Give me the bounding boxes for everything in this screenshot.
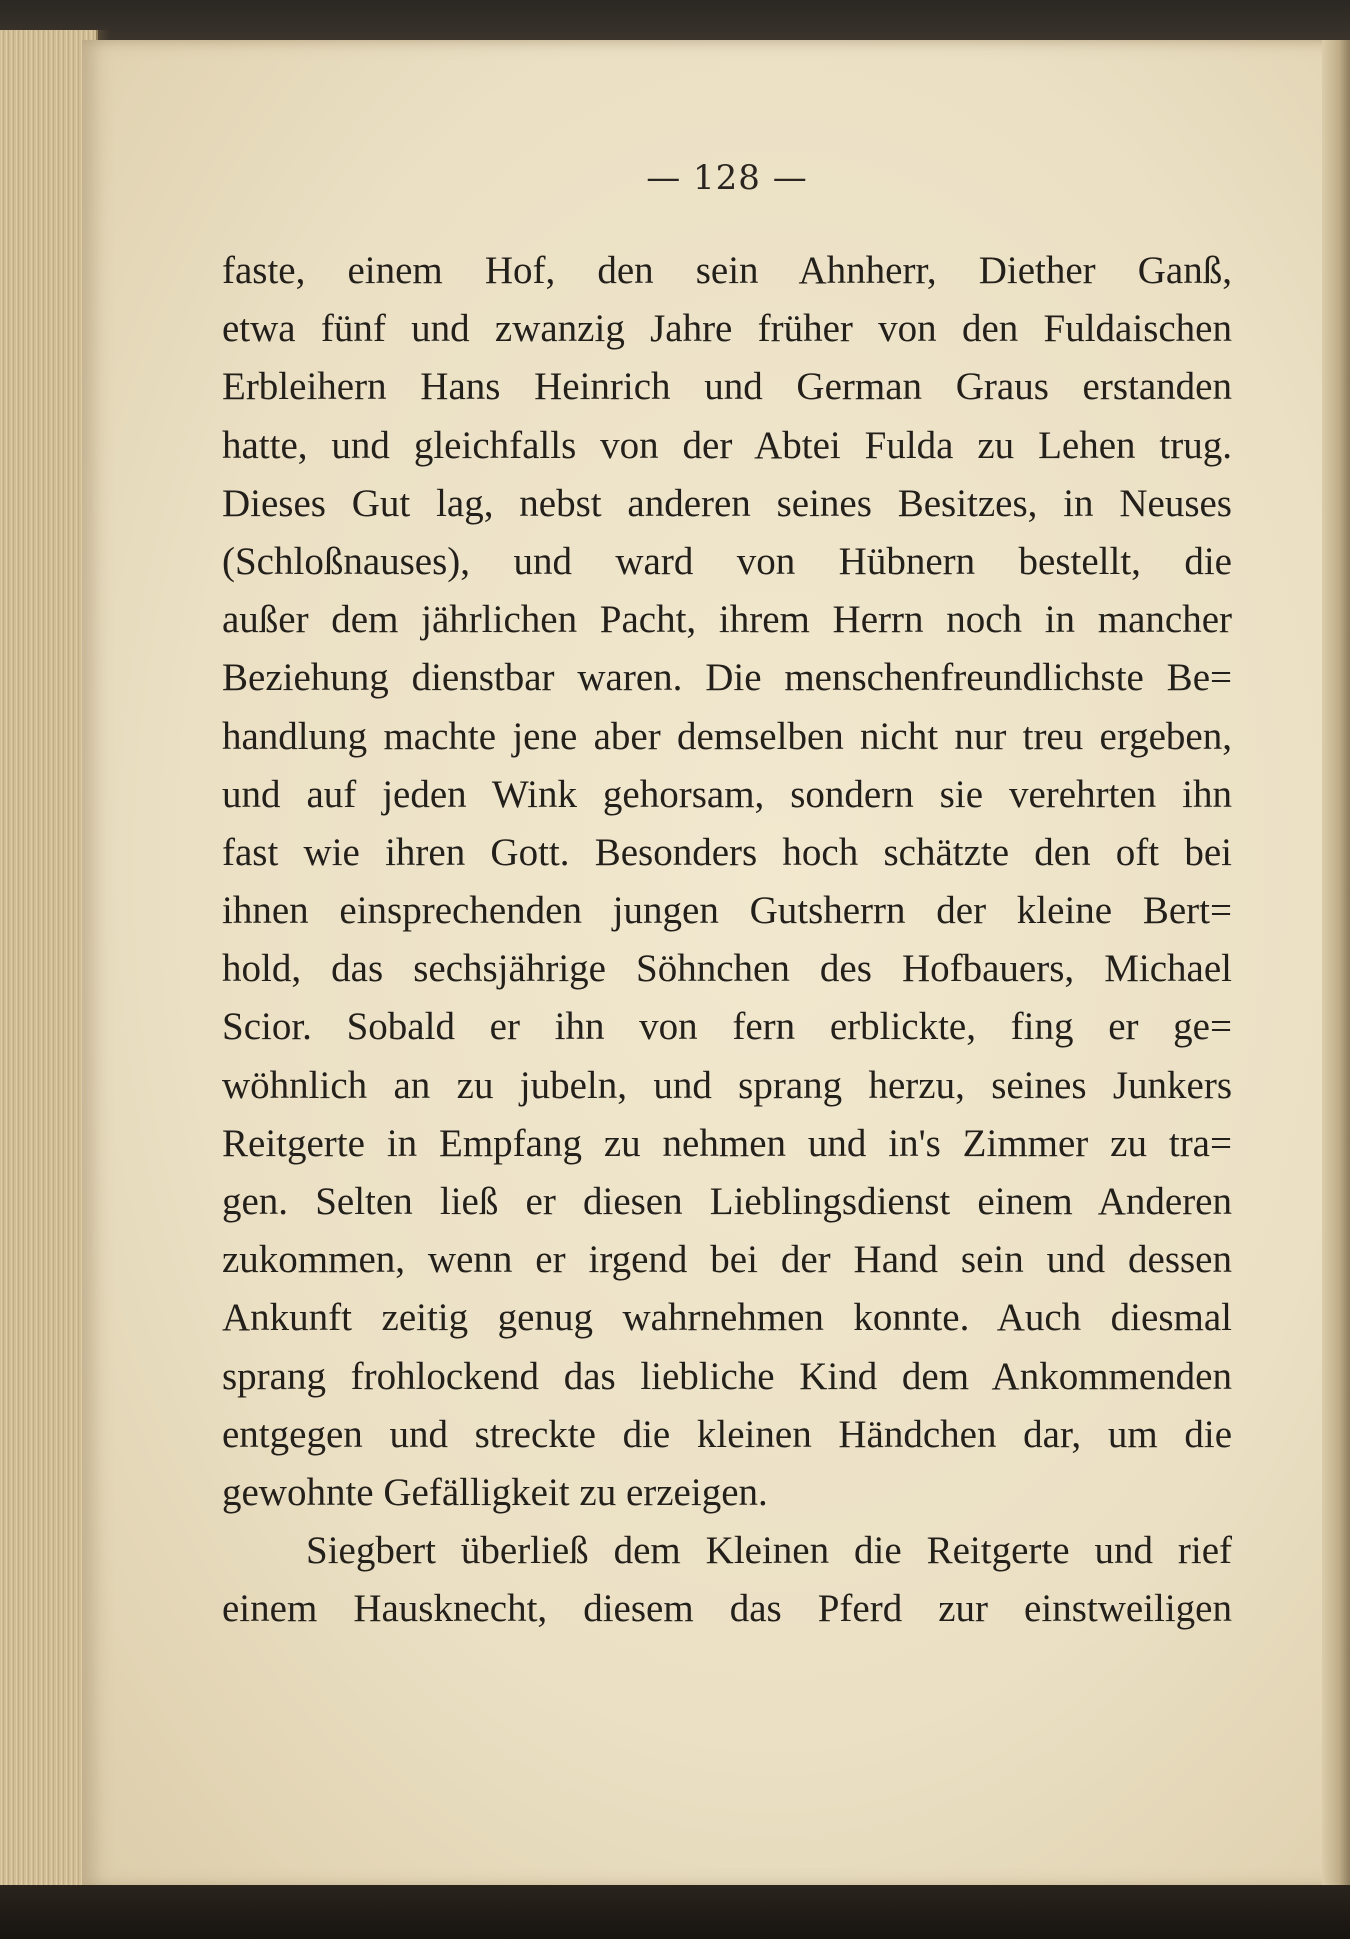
text-line: zukommen, wenn er irgend bei der Hand sein und dessen (222, 1238, 1232, 1282)
scan-background-bottom (0, 1885, 1350, 1939)
text-line: und auf jeden Wink gehorsam, sondern sie verehrten ihn (222, 772, 1232, 816)
text-line: etwa fünf und zwanzig Jahre früher von den Fuldaischen (222, 307, 1232, 351)
text-line: hatte, und gleichfalls von der Abtei Fulda zu Lehen trug. (222, 423, 1232, 467)
text-line: gewohnte Gefälligkeit zu erzeigen. (222, 1470, 768, 1514)
body-text (222, 242, 1232, 1639)
book-binding-edge (1322, 40, 1350, 1888)
text-line: Ankunft zeitig genug wahrnehmen konnte. Auch diesmal (222, 1296, 1232, 1340)
text-line: wöhnlich an zu jubeln, und sprang herzu, seines Junkers (222, 1063, 1232, 1107)
text-line: Reitgerte in Empfang zu nehmen und in's Zimmer zu tra= (222, 1121, 1232, 1165)
text-line: faste, einem Hof, den sein Ahnherr, Diether Ganß, (222, 249, 1232, 292)
text-line: Siegbert überließ dem Kleinen die Reitgerte und rief (306, 1529, 1232, 1573)
text-line: außer dem jährlichen Pacht, ihrem Herrn noch in mancher (222, 598, 1232, 642)
paragraph (222, 242, 1232, 1522)
paragraph (222, 1522, 1232, 1638)
text-line: Erbleihern Hans Heinrich und German Graus erstanden (222, 365, 1232, 409)
text-line: Beziehung dienstbar waren. Die menschenfreundlichste Be= (222, 656, 1232, 700)
text-line: (Schloßnauses), und ward von Hübnern bestellt, die (222, 539, 1232, 583)
text-line: sprang frohlockend das liebliche Kind dem Ankommenden (222, 1354, 1232, 1398)
text-line: Dieses Gut lag, nebst anderen seines Besitzes, in Neuses (222, 481, 1232, 525)
text-line: ihnen einsprechenden jungen Gutsherrn der kleine Bert= (222, 889, 1232, 933)
scan-background-top (0, 0, 1350, 42)
text-line: fast wie ihren Gott. Besonders hoch schätzte den oft bei (222, 830, 1232, 874)
text-line: hold, das sechsjährige Söhnchen des Hofbauers, Michael (222, 947, 1232, 991)
text-line: entgegen und streckte die kleinen Händchen dar, um die (222, 1412, 1232, 1456)
text-line: einem Hausknecht, diesem das Pferd zur einstweiligen (222, 1587, 1232, 1631)
text-line: gen. Selten ließ er diesen Lieblingsdienst einem Anderen (222, 1180, 1232, 1223)
page-number: — 128 — (646, 158, 808, 198)
text-line: handlung machte jene aber demselben nicht nur treu ergeben, (222, 714, 1232, 758)
text-line: Scior. Sobald er ihn von fern erblickte, fing er ge= (222, 1005, 1232, 1049)
